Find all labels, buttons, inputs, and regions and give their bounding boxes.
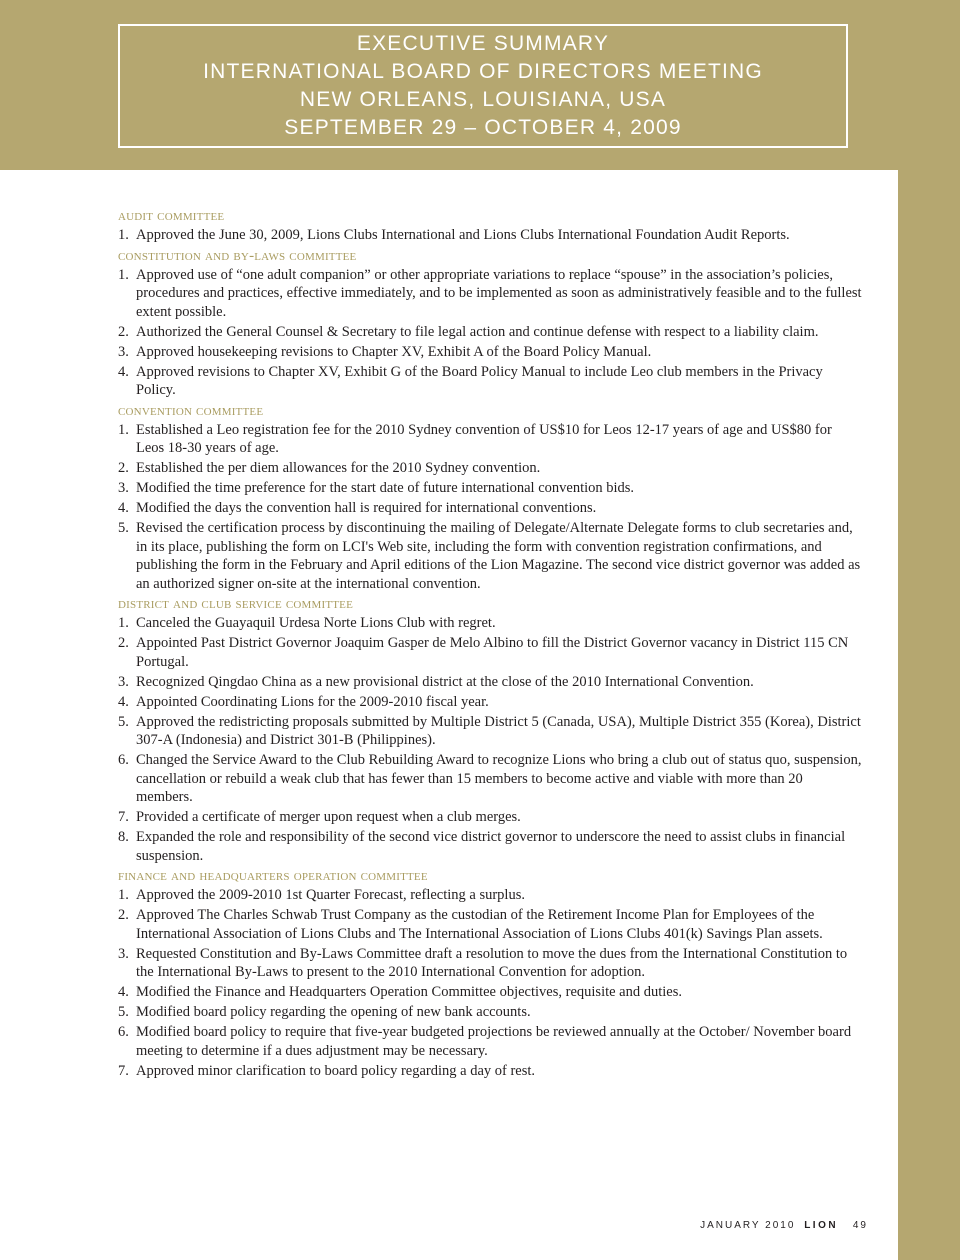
item-text: Approved the redistricting proposals submitted by Multiple District 5 (Canada, USA), Multiple District 355 (Korea), District 307-A (Indonesia) and District 301-B (Philippines).	[136, 713, 861, 748]
item-number: 2.	[118, 635, 129, 651]
footer-date: JANUARY 2010	[700, 1220, 796, 1231]
list-item	[118, 1023, 863, 1060]
item-number: 7.	[118, 1062, 129, 1079]
item-text: Appointed Coordinating Lions for the 2009-2010 fiscal year.	[136, 693, 489, 710]
title-line-3: NEW ORLEANS, LOUISIANA, USA	[299, 88, 667, 111]
item-text: Recognized Qingdao China as a new provisional district at the close of the 2010 International Convention.	[136, 673, 754, 690]
page-footer	[0, 1220, 868, 1231]
item-text: Changed the Service Award to the Club Rebuilding Award to recognize Lions who bring a club out of status quo, suspension, cancellation or rebuild a weak club that has fewer than 15 members to become active and viable with more than 20 members.	[136, 752, 862, 805]
list-item	[118, 886, 863, 905]
item-number: 3.	[118, 343, 129, 360]
title-line-4: SEPTEMBER 29 – OCTOBER 4, 2009	[284, 116, 682, 139]
list-item	[118, 634, 863, 671]
section-list	[118, 226, 863, 245]
list-item	[118, 673, 863, 692]
item-number: 1.	[118, 421, 129, 438]
item-number: 5.	[118, 1004, 129, 1020]
item-number: 2.	[118, 323, 129, 340]
section-heading: convention committee	[118, 402, 264, 419]
item-number: 6.	[118, 752, 129, 768]
footer-magazine: LION	[804, 1220, 839, 1231]
item-text: Requested Constitution and By-Laws Committee draft a resolution to move the dues from the International Constitution to the International By-Laws to present to the 2010 International Convention for adoption.	[136, 945, 848, 980]
list-item	[118, 828, 863, 865]
item-number: 8.	[118, 829, 129, 845]
item-text: Approved use of “one adult companion” or other appropriate variations to replace “spouse” in the association’s policies, procedures and practices, effective immediately, and to be implemented as soon as administratively feasible and to the fullest extent possible.	[136, 266, 862, 320]
item-number: 2.	[118, 460, 129, 476]
section-heading: district and club service committee	[118, 596, 354, 612]
item-number: 1.	[118, 266, 129, 283]
item-number: 1.	[118, 615, 129, 631]
item-text: Provided a certificate of merger upon request when a club merges.	[136, 809, 521, 825]
section-heading: finance and headquarters operation committee	[118, 868, 428, 884]
item-text: Appointed Past District Governor Joaquim Gasper de Melo Albino to fill the District Governor vacancy in District 115 CN Portugal.	[136, 635, 849, 670]
item-text: Established a Leo registration fee for the 2010 Sydney convention of US$10 for Leos 12-17 years of age and US$80 for Leos 18-30 years of age.	[136, 421, 832, 456]
item-text: Canceled the Guayaquil Urdesa Norte Lions Club with regret.	[136, 615, 496, 631]
item-text: Modified board policy regarding the opening of new bank accounts.	[136, 1004, 531, 1020]
section-list	[118, 886, 863, 1080]
side-band	[898, 170, 960, 1260]
summary-content	[118, 207, 863, 1082]
list-item	[118, 421, 863, 458]
title-box	[118, 24, 848, 148]
section-list	[118, 614, 863, 865]
item-number: 3.	[118, 945, 129, 962]
section-list	[118, 421, 863, 594]
list-item	[118, 1062, 863, 1081]
item-number: 4.	[118, 363, 129, 380]
item-number: 4.	[118, 693, 129, 710]
list-item	[118, 323, 863, 342]
list-item	[118, 519, 863, 593]
item-number: 3.	[118, 480, 129, 496]
list-item	[118, 479, 863, 498]
list-item	[118, 945, 863, 982]
item-text: Approved housekeeping revisions to Chapter XV, Exhibit A of the Board Policy Manual.	[136, 343, 652, 360]
item-number: 6.	[118, 1024, 129, 1040]
item-text: Authorized the General Counsel & Secretary to file legal action and continue defense with respect to a liability claim.	[136, 323, 819, 340]
list-item	[118, 266, 863, 322]
list-item	[118, 226, 863, 245]
item-text: Modified the days the convention hall is required for international conventions.	[136, 500, 597, 516]
list-item	[118, 363, 863, 400]
list-item	[118, 906, 863, 943]
list-item	[118, 983, 863, 1002]
item-number: 5.	[118, 520, 129, 536]
item-text: Established the per diem allowances for the 2010 Sydney convention.	[136, 460, 541, 476]
section-heading: constitution and by-laws committee	[118, 247, 357, 264]
list-item	[118, 343, 863, 362]
item-number: 7.	[118, 809, 129, 825]
item-text: Approved revisions to Chapter XV, Exhibit G of the Board Policy Manual to include Leo club members in the Privacy Policy.	[136, 363, 823, 398]
section-list	[118, 266, 863, 400]
item-number: 1.	[118, 887, 129, 903]
item-text: Expanded the role and responsibility of the second vice district governor to underscore the need to assist clubs in financial suspension.	[136, 829, 846, 864]
page-number: 49	[852, 1220, 868, 1231]
item-text: Modified board policy to require that five-year budgeted projections be reviewed annually at the October/ November board meeting to determine if a dues adjustment may be necessary.	[136, 1024, 852, 1059]
item-number: 4.	[118, 500, 129, 516]
title-line-1: EXECUTIVE SUMMARY	[356, 32, 610, 55]
item-text: Modified the Finance and Headquarters Operation Committee objectives, requisite and duties.	[136, 984, 683, 1000]
list-item	[118, 808, 863, 827]
list-item	[118, 499, 863, 518]
item-text: Modified the time preference for the start date of future international convention bids.	[136, 480, 635, 496]
item-text: Approved The Charles Schwab Trust Company as the custodian of the Retirement Income Plan for Employees of the International Association of Lions Clubs and The International Association of Lions Clubs 401(k) Savings Plan assets.	[136, 907, 823, 942]
list-item	[118, 1003, 863, 1022]
title-line-2: INTERNATIONAL BOARD OF DIRECTORS MEETING	[203, 60, 763, 83]
item-text: Approved minor clarification to board policy regarding a day of rest.	[136, 1062, 536, 1079]
item-number: 1.	[118, 227, 129, 243]
list-item	[118, 751, 863, 807]
item-number: 4.	[118, 984, 129, 1000]
item-number: 5.	[118, 713, 129, 730]
item-text: Approved the 2009-2010 1st Quarter Forecast, reflecting a surplus.	[136, 887, 525, 903]
item-number: 2.	[118, 907, 129, 923]
list-item	[118, 459, 863, 478]
section-heading: audit committee	[118, 208, 225, 224]
list-item	[118, 713, 863, 750]
item-text: Approved the June 30, 2009, Lions Clubs International and Lions Clubs International Foundation Audit Reports.	[136, 227, 790, 243]
list-item	[118, 614, 863, 633]
item-text: Revised the certification process by discontinuing the mailing of Delegate/Alternate Delegate forms to club secretaries and, in its place, publishing the form on LCI's Web site, including the form with convention registration confirmations, and publishing the form in the February and April editions of the Lion Magazine. The second vice district governor was added as an authorized signer on-site at the international convention.	[136, 520, 861, 592]
item-number: 3.	[118, 673, 129, 690]
list-item	[118, 693, 863, 712]
